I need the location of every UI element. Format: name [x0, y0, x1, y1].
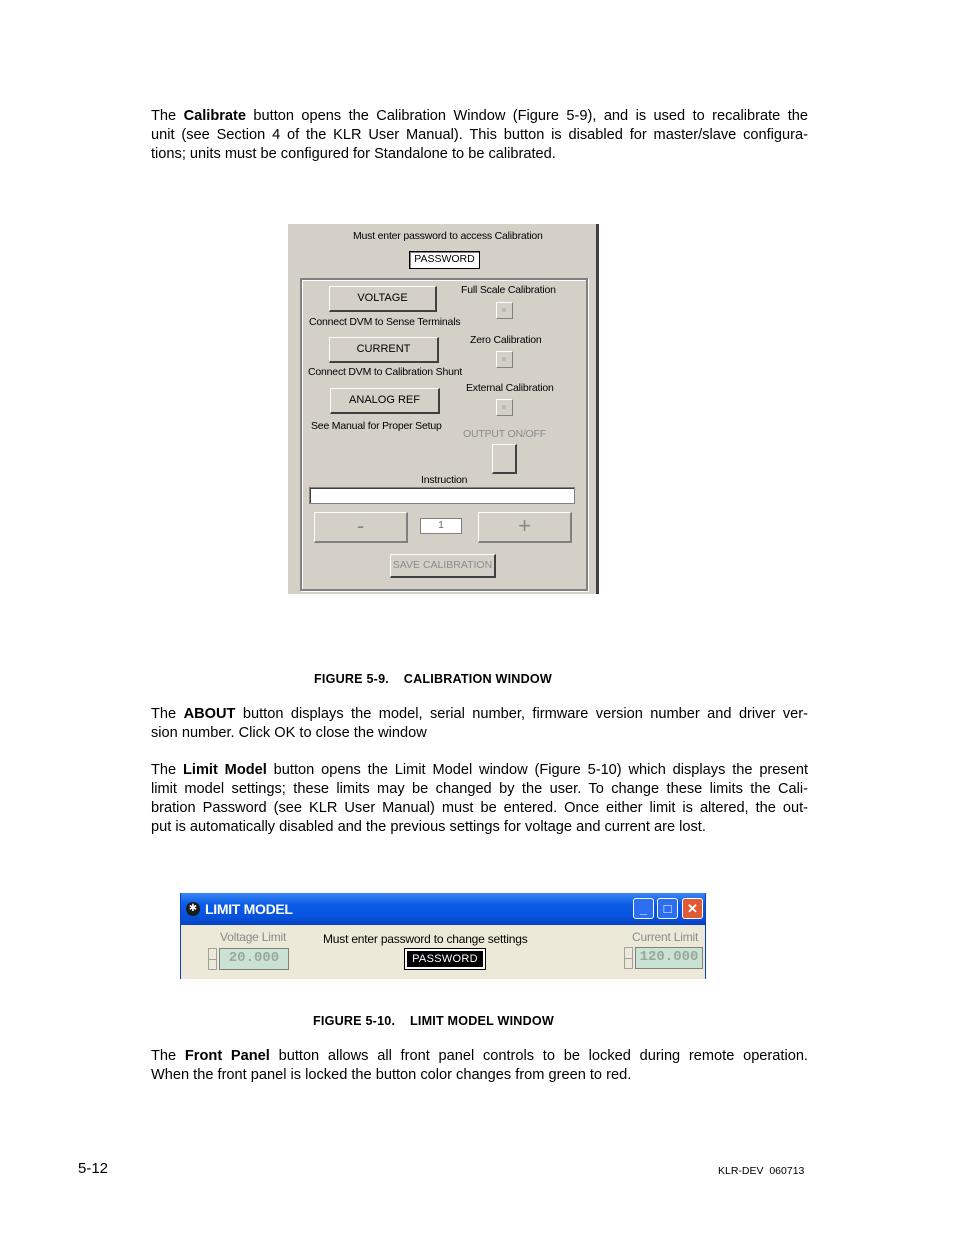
close-button[interactable]	[682, 898, 703, 919]
paragraph-line: tions; units must be configured for Standalone to be calibrated.	[151, 146, 556, 162]
maximize-icon: □	[663, 901, 672, 916]
plus-button[interactable]: +	[478, 512, 572, 543]
calibrate-paragraph	[151, 107, 808, 164]
about-paragraph	[151, 705, 808, 743]
zero-calibration-checkbox[interactable]	[496, 351, 513, 368]
voltage-button[interactable]: VOLTAGE	[329, 286, 437, 312]
limit-password-field[interactable]: PASSWORD	[405, 949, 485, 969]
paragraph-line: bration Password (see KLR User Manual) must be entered. Once either limit is altered, the out-	[151, 800, 808, 816]
instruction-field	[309, 487, 575, 504]
current-hint: Connect DVM to Calibration Shunt	[308, 366, 463, 378]
calibrate-term: Calibrate	[183, 108, 247, 124]
window-left-edge	[286, 224, 288, 594]
paragraph-line: When the front panel is locked the button color changes from green to red.	[151, 1067, 632, 1083]
figure-5-10-caption: FIGURE 5-10. LIMIT MODEL WINDOW	[313, 1014, 554, 1028]
full-scale-label: Full Scale Calibration	[461, 284, 556, 296]
step-stepper[interactable]	[420, 518, 462, 534]
limit-model-titlebar[interactable]	[181, 893, 705, 925]
paragraph-line: The Limit Model button opens the Limit Model window (Figure 5-10) which displays the present	[151, 762, 808, 778]
external-calibration-checkbox[interactable]	[496, 399, 513, 416]
minimize-icon: _	[639, 901, 648, 916]
password-prompt: Must enter password to access Calibration	[353, 230, 543, 242]
voltage-limit-label: Voltage Limit	[220, 930, 287, 944]
output-on-off-label: OUTPUT ON/OFF	[463, 428, 546, 440]
minimize-button[interactable]	[633, 898, 654, 919]
voltage-limit-field[interactable]: 20.000	[219, 948, 289, 970]
zero-calibration-label: Zero Calibration	[470, 334, 542, 346]
analog-ref-button[interactable]: ANALOG REF	[330, 388, 440, 414]
paragraph-line: limit model settings; these limits may be changed by the user. To change these limits the Cali-	[151, 781, 808, 797]
paragraph-line: put is automatically disabled and the previous settings for voltage and current are lost.	[151, 819, 706, 835]
external-calibration-label: External Calibration	[466, 382, 554, 394]
maximize-button[interactable]	[657, 898, 678, 919]
about-term: ABOUT	[183, 706, 236, 722]
current-limit-label: Current Limit	[632, 930, 699, 944]
voltage-limit-stepper[interactable]	[208, 948, 217, 970]
figure-5-9-caption: FIGURE 5-9. CALIBRATION WINDOW	[314, 672, 552, 686]
instruction-label: Instruction	[421, 474, 468, 486]
paragraph-line: unit (see Section 4 of the KLR User Manual). This button is disabled for master/slave configura-	[151, 127, 808, 143]
analog-ref-hint: See Manual for Proper Setup	[311, 420, 442, 432]
current-limit-field[interactable]: 120.000	[635, 947, 703, 969]
calibration-group	[300, 278, 588, 591]
window-right-edge	[596, 224, 599, 594]
app-icon: ✱	[186, 902, 200, 916]
close-icon: ✕	[687, 901, 698, 916]
limit-model-title: LIMIT MODEL	[205, 901, 293, 917]
page-number: 5-12	[78, 1160, 109, 1177]
limit-model-paragraph	[151, 761, 808, 837]
save-calibration-button[interactable]: SAVE CALIBRATION	[390, 554, 496, 578]
front-panel-paragraph	[151, 1047, 808, 1085]
current-button[interactable]: CURRENT	[329, 337, 439, 363]
front-panel-term: Front Panel	[184, 1048, 270, 1064]
full-scale-checkbox[interactable]	[496, 302, 513, 319]
limit-password-prompt: Must enter password to change settings	[323, 932, 528, 946]
paragraph-line: The Calibrate button opens the Calibration Window (Figure 5-9), and is used to recalibrate the	[151, 108, 808, 124]
voltage-hint: Connect DVM to Sense Terminals	[309, 316, 461, 328]
paragraph-line: sion number. Click OK to close the window	[151, 725, 427, 741]
current-limit-stepper[interactable]	[624, 947, 633, 969]
paragraph-line: The Front Panel button allows all front panel controls to be locked during remote operation.	[151, 1048, 808, 1064]
limit-model-window	[180, 893, 706, 979]
output-toggle[interactable]	[492, 444, 517, 474]
minus-button[interactable]: -	[314, 512, 408, 543]
document-id: KLR-DEV 060713	[718, 1165, 805, 1177]
limit-model-term: Limit Model	[182, 762, 267, 778]
paragraph-line: The ABOUT button displays the model, serial number, firmware version number and driver ver-	[151, 706, 808, 722]
calibration-window	[286, 224, 599, 594]
password-field[interactable]: PASSWORD	[409, 251, 480, 269]
step-value: 1	[438, 520, 444, 531]
